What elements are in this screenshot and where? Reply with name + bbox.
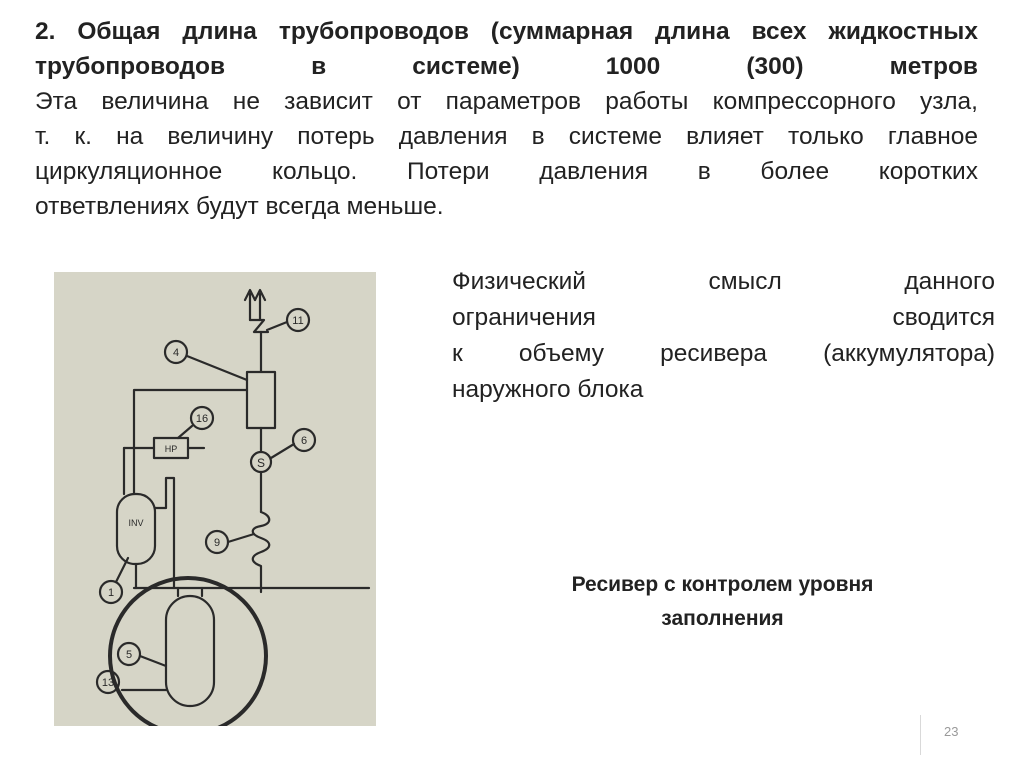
s-text: S <box>256 456 266 470</box>
label-6 <box>271 429 315 458</box>
side-line-2: ограничения сводится <box>452 304 995 331</box>
coil <box>253 512 270 592</box>
side-line-4: наружного блока <box>452 376 644 403</box>
label-1-text: 1 <box>107 587 115 599</box>
label-9-text: 9 <box>213 537 221 549</box>
footer-divider <box>920 715 921 755</box>
side-line-1: Физический смысл данного <box>452 268 995 295</box>
side-line-3: к объему ресивера (аккумулятора) <box>452 340 995 367</box>
explanation-text <box>452 264 995 408</box>
receiver-inlets <box>178 588 202 596</box>
slide-number: 23 <box>944 724 959 739</box>
component-box <box>247 372 275 428</box>
receiver-diagram <box>54 272 376 726</box>
label-16-text: 16 <box>195 413 209 425</box>
hp-text: HP <box>164 444 178 454</box>
slide-text-block <box>35 14 978 224</box>
inv-text: INV <box>128 518 144 528</box>
caption-line-2: заполнения <box>661 607 784 630</box>
body-line-4: ответвлениях будут всегда меньше. <box>35 193 444 220</box>
label-4-text: 4 <box>172 347 180 359</box>
label-13-text: 13 <box>101 677 115 689</box>
figure-caption <box>500 568 945 636</box>
body-line-2: т. к. на величину потерь давления в системе влияет только главное <box>35 123 978 150</box>
pipe-left-loop <box>134 390 247 512</box>
label-11-text: 11 <box>292 315 304 327</box>
body-line-1: Эта величина не зависит от параметров работы компрессорного узла, <box>35 88 978 115</box>
heading-line-2: трубопроводов в системе) 1000 (300) метров <box>35 53 978 80</box>
receiver-capsule <box>166 596 214 706</box>
pipe-inv-right <box>155 478 174 588</box>
label-5-text: 5 <box>125 649 133 661</box>
inv-cylinder <box>117 494 155 564</box>
caption-line-1: Ресивер с контролем уровня <box>571 573 874 596</box>
heading-line-1: 2. Общая длина трубопроводов (суммарная длина всех жидкостных <box>35 18 978 45</box>
body-line-3: циркуляционное кольцо. Потери давления в более коротких <box>35 158 978 185</box>
outlet-arrows <box>245 290 268 332</box>
label-6-text: 6 <box>300 435 308 447</box>
